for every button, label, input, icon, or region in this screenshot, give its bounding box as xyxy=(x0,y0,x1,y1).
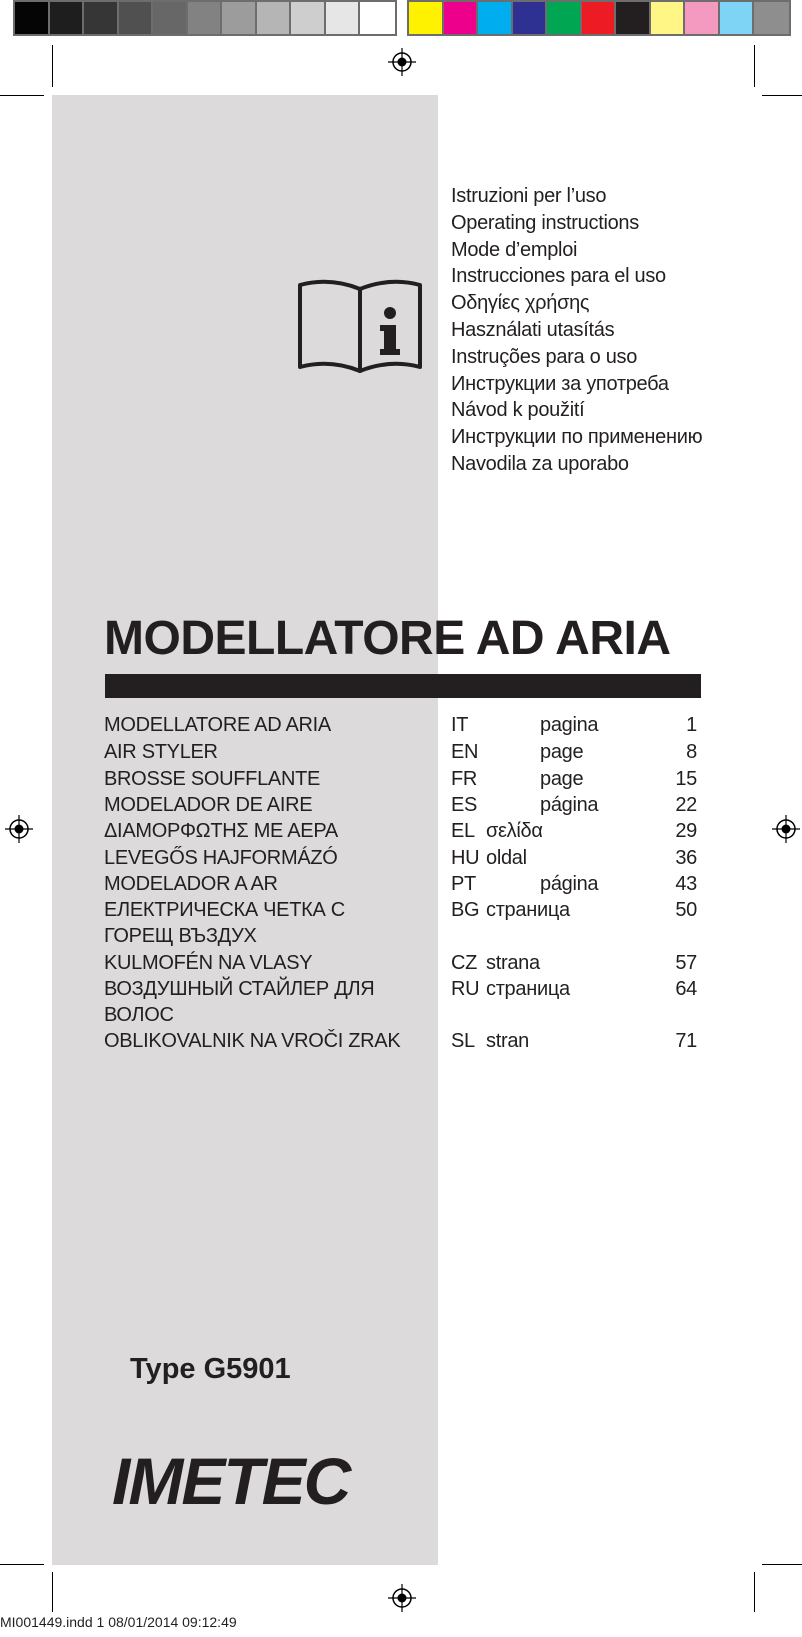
toc-page-number: 29 xyxy=(675,820,697,842)
toc-section-name: ВОЗДУШНЫЙ СТАЙЛЕР ДЛЯ xyxy=(104,978,375,1000)
color-swatch xyxy=(84,2,119,34)
process-color-bar xyxy=(407,0,791,36)
toc-page-number: 22 xyxy=(675,794,697,816)
crop-mark xyxy=(52,1572,53,1612)
toc-section-name: ГОРЕЩ ВЪЗДУХ xyxy=(104,925,257,947)
crop-mark xyxy=(52,45,53,87)
toc-page-word: страница xyxy=(486,978,570,1000)
toc-page-number: 64 xyxy=(675,978,697,1000)
toc-section-name: ЕЛЕКТРИЧЕСКА ЧЕТКА С xyxy=(104,899,345,921)
registration-mark-icon xyxy=(771,814,801,844)
toc-page-word: página xyxy=(540,873,599,895)
toc-language-code: HU xyxy=(451,847,480,869)
color-swatch xyxy=(15,2,50,34)
instructions-item: Operating instructions xyxy=(451,211,639,234)
color-swatch xyxy=(409,2,444,34)
color-swatch xyxy=(582,2,617,34)
instructions-item: Használati utasítás xyxy=(451,318,615,341)
print-footer: MI001449.indd 1 08/01/2014 09:12:49 xyxy=(0,1614,237,1630)
crop-mark xyxy=(762,95,802,96)
color-swatch xyxy=(513,2,548,34)
crop-mark xyxy=(762,1564,802,1565)
color-swatch xyxy=(478,2,513,34)
toc-page-word: page xyxy=(540,768,584,790)
color-swatch xyxy=(257,2,292,34)
toc-section-name: MODELLATORE AD ARIA xyxy=(104,714,331,736)
color-swatch xyxy=(651,2,686,34)
instructions-language-list xyxy=(451,183,702,478)
toc-page-word: oldal xyxy=(486,847,527,869)
toc-page-number: 50 xyxy=(675,899,697,921)
grayscale-color-bar xyxy=(13,0,397,36)
toc-page-word: página xyxy=(540,794,599,816)
toc-language-code: FR xyxy=(451,768,478,790)
toc-page-number: 8 xyxy=(686,741,697,763)
registration-mark-icon xyxy=(387,47,417,77)
instructions-item: Instruções para o uso xyxy=(451,345,638,368)
toc-page-number: 1 xyxy=(686,714,697,736)
title-rule xyxy=(105,674,701,698)
toc-page-word: страница xyxy=(486,899,570,921)
toc-page-number: 43 xyxy=(675,873,697,895)
color-swatch xyxy=(616,2,651,34)
instructions-item: Instrucciones para el uso xyxy=(451,265,666,288)
toc-page-number: 71 xyxy=(675,1030,697,1052)
crop-mark xyxy=(0,95,44,96)
toc-language-code: CZ xyxy=(451,952,478,974)
instructions-item: Инструкции за употреба xyxy=(451,372,669,395)
toc-language-code: IT xyxy=(451,714,469,736)
color-swatch xyxy=(360,2,395,34)
toc-page-number: 57 xyxy=(675,952,697,974)
open-manual-info-icon xyxy=(296,279,426,375)
crop-mark xyxy=(754,45,755,87)
color-swatch xyxy=(222,2,257,34)
toc-section-name: ΔΙΑΜΟΡΦΩΤΗΣ ΜΕ ΑΕΡΑ xyxy=(104,820,338,842)
instructions-item: Οδηγίες χρήσης xyxy=(451,292,590,315)
toc-section-name: KULMOFÉN NA VLASY xyxy=(104,952,313,974)
toc-page-word: pagina xyxy=(540,714,599,736)
toc-section-name: ВОЛОС xyxy=(104,1004,174,1026)
toc-page-number: 15 xyxy=(675,768,697,790)
color-swatch xyxy=(326,2,361,34)
toc-section-name: LEVEGŐS HAJFORMÁZÓ xyxy=(104,847,338,869)
color-swatch xyxy=(547,2,582,34)
imetec-logo xyxy=(112,1444,362,1516)
toc-page-number: 36 xyxy=(675,847,697,869)
color-swatch xyxy=(50,2,85,34)
color-swatch xyxy=(291,2,326,34)
color-swatch xyxy=(720,2,755,34)
color-swatch xyxy=(754,2,789,34)
product-title: MODELLATORE AD ARIA xyxy=(104,612,671,665)
toc-section-name: OBLIKOVALNIK NA VROČI ZRAK xyxy=(104,1030,401,1052)
toc-page-word: stran xyxy=(486,1030,529,1052)
toc-language-code: EL xyxy=(451,820,475,842)
toc-page-word: σελίδα xyxy=(486,820,543,842)
toc-language-code: EN xyxy=(451,741,479,763)
toc-section-name: BROSSE SOUFFLANTE xyxy=(104,768,321,790)
toc-page-word: page xyxy=(540,741,584,763)
toc-language-code: RU xyxy=(451,978,480,1000)
toc-section-name: MODELADOR A AR xyxy=(104,873,278,895)
model-type-label: Type G5901 xyxy=(130,1353,291,1385)
toc-language-code: ES xyxy=(451,794,478,816)
toc-page-word: strana xyxy=(486,952,540,974)
color-swatch xyxy=(444,2,479,34)
registration-mark-icon xyxy=(4,814,34,844)
svg-text:IMETEC: IMETEC xyxy=(112,1444,350,1516)
toc-section-name: AIR STYLER xyxy=(104,741,218,763)
registration-mark-icon xyxy=(387,1583,417,1613)
toc-language-code: PT xyxy=(451,873,476,895)
color-swatch xyxy=(685,2,720,34)
crop-mark xyxy=(754,1572,755,1612)
toc-language-code: BG xyxy=(451,899,480,921)
instructions-item: Mode d’emploi xyxy=(451,238,578,261)
toc-section-name: MODELADOR DE AIRE xyxy=(104,794,313,816)
color-swatch xyxy=(119,2,154,34)
crop-mark xyxy=(0,1564,44,1565)
instructions-item: Istruzioni per l’uso xyxy=(451,185,607,207)
instructions-item: Navodila za uporabo xyxy=(451,452,629,475)
instructions-item: Návod k použití xyxy=(451,399,585,422)
color-swatch xyxy=(153,2,188,34)
toc-language-code: SL xyxy=(451,1030,475,1052)
instructions-item: Инструкции по применению xyxy=(451,426,703,449)
color-swatch xyxy=(188,2,223,34)
